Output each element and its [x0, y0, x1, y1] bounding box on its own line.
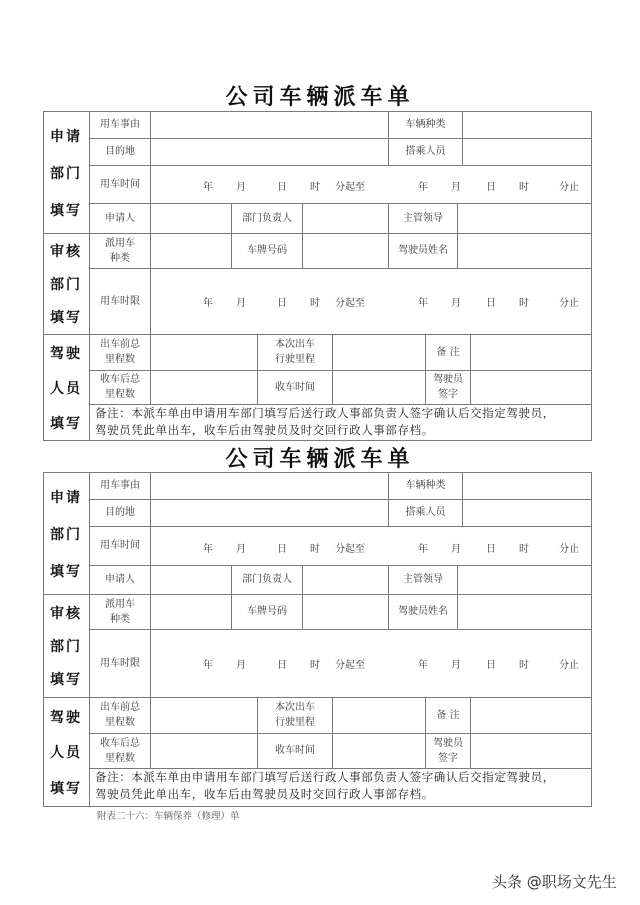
label-vehicle-type: 车辆种类 — [405, 480, 446, 491]
section-applicant-dept: 申请 部门 填写 — [50, 128, 82, 220]
label-vehicle-type: 车辆种类 — [405, 119, 446, 130]
label-plate-number: 车牌号码 — [247, 606, 287, 617]
form-note: 备注：本派车单由申请用车部门填写后送行政人事部负责人签字确认后交指定驾驶员， 驾驶员凭此单出车，收车后由驾驶员及时交回行政人事部存档。 — [95, 770, 555, 801]
label-remarks: 备 注 — [436, 346, 460, 358]
input-passengers[interactable] — [463, 500, 591, 526]
input-remarks[interactable] — [471, 698, 591, 733]
input-driver-sign[interactable] — [471, 371, 591, 404]
label-passengers: 搭乘人员 — [405, 507, 446, 518]
label-mileage-after: 收车后总 里程数 — [100, 737, 140, 764]
label-mileage-before: 出车前总 里程数 — [100, 339, 140, 365]
label-purpose: 用车事由 — [100, 480, 140, 491]
input-mileage-before[interactable] — [151, 698, 257, 733]
input-plate-number[interactable] — [303, 595, 388, 629]
input-driver-name[interactable] — [458, 595, 591, 629]
input-use-time[interactable]: 年 月 日 时 分起至 年 月 日 时 分止 — [203, 182, 579, 193]
label-driver-name: 驾驶员姓名 — [398, 245, 448, 256]
input-return-time[interactable] — [333, 734, 425, 768]
input-destination[interactable] — [151, 139, 388, 165]
input-time-limit[interactable]: 年 月 日 时 分起至 年 月 日 时 分止 — [203, 660, 579, 671]
input-mileage-after[interactable] — [151, 371, 257, 404]
label-driver-name: 驾驶员姓名 — [398, 606, 448, 617]
label-use-time: 用车时间 — [100, 540, 140, 551]
input-assigned-vehicle-type[interactable] — [151, 234, 231, 268]
input-driver-sign[interactable] — [471, 734, 591, 768]
label-mileage-before: 出车前总 里程数 — [100, 702, 140, 728]
input-driver-name[interactable] — [458, 234, 591, 268]
label-trip-mileage: 本次出车 行驶里程 — [275, 339, 315, 365]
appendix-caption: 附表二十六：车辆保养（修理）单 — [97, 811, 240, 822]
section-driver: 驾驶 人员 填写 — [50, 346, 82, 432]
label-use-time: 用车时间 — [100, 178, 140, 190]
input-supervisor[interactable] — [458, 566, 591, 594]
label-driver-sign: 驾驶员 签字 — [433, 737, 463, 764]
input-applicant[interactable] — [151, 566, 231, 594]
label-plate-number: 车牌号码 — [247, 245, 287, 256]
label-applicant: 申请人 — [105, 574, 135, 585]
input-mileage-after[interactable] — [151, 734, 257, 768]
label-applicant: 申请人 — [105, 212, 135, 224]
input-use-time[interactable]: 年 月 日 时 分起至 年 月 日 时 分止 — [203, 544, 579, 555]
label-supervisor: 主管领导 — [403, 574, 443, 585]
label-return-time: 收车时间 — [275, 381, 315, 393]
label-passengers: 搭乘人员 — [405, 146, 446, 157]
input-applicant[interactable] — [151, 204, 231, 233]
input-destination[interactable] — [151, 500, 388, 526]
input-supervisor[interactable] — [458, 204, 591, 233]
label-remarks: 备 注 — [436, 709, 460, 721]
dispatch-form-2 — [43, 472, 592, 807]
input-purpose[interactable] — [151, 112, 388, 138]
input-remarks[interactable] — [471, 335, 591, 370]
section-driver: 驾驶 人员 填写 — [50, 709, 82, 798]
label-assigned-vehicle-type: 派用车 种类 — [105, 237, 135, 264]
form-title: 公司车辆派车单 — [225, 446, 415, 472]
label-dept-head: 部门负责人 — [242, 212, 292, 224]
input-time-limit[interactable]: 年 月 日 时 分起至 年 月 日 时 分止 — [203, 298, 579, 309]
label-time-limit: 用车时限 — [100, 295, 140, 307]
label-dept-head: 部门负责人 — [242, 574, 292, 585]
label-destination: 目的地 — [105, 507, 135, 518]
input-passengers[interactable] — [463, 139, 591, 165]
label-destination: 目的地 — [105, 146, 135, 157]
input-assigned-vehicle-type[interactable] — [151, 595, 231, 629]
label-mileage-after: 收车后总 里程数 — [100, 374, 140, 400]
label-time-limit: 用车时限 — [100, 657, 140, 669]
section-applicant-dept: 申请 部门 填写 — [50, 489, 82, 581]
label-trip-mileage: 本次出车 行驶里程 — [275, 702, 315, 728]
input-trip-mileage[interactable] — [333, 698, 425, 733]
input-return-time[interactable] — [333, 371, 425, 404]
input-vehicle-type[interactable] — [463, 473, 591, 499]
label-purpose: 用车事由 — [100, 119, 140, 130]
form-note: 备注：本派车单由申请用车部门填写后送行政人事部负责人签字确认后交指定驾驶员， 驾驶员凭此单出车，收车后由驾驶员及时交回行政人事部存档。 — [95, 406, 555, 437]
section-review-dept: 审核 部门 填写 — [50, 244, 82, 326]
watermark: 头条 @职场文先生 — [492, 873, 617, 891]
dispatch-form-1 — [43, 111, 592, 441]
input-dept-head[interactable] — [303, 566, 388, 594]
input-dept-head[interactable] — [303, 204, 388, 233]
label-assigned-vehicle-type: 派用车 种类 — [105, 598, 135, 625]
label-driver-sign: 驾驶员 签字 — [433, 374, 463, 400]
input-trip-mileage[interactable] — [333, 335, 425, 370]
label-return-time: 收车时间 — [275, 745, 315, 756]
input-vehicle-type[interactable] — [463, 112, 591, 138]
input-mileage-before[interactable] — [151, 335, 257, 370]
form-title: 公司车辆派车单 — [225, 84, 415, 110]
input-plate-number[interactable] — [303, 234, 388, 268]
input-purpose[interactable] — [151, 473, 388, 499]
section-review-dept: 审核 部门 填写 — [50, 605, 82, 689]
label-supervisor: 主管领导 — [403, 212, 443, 224]
